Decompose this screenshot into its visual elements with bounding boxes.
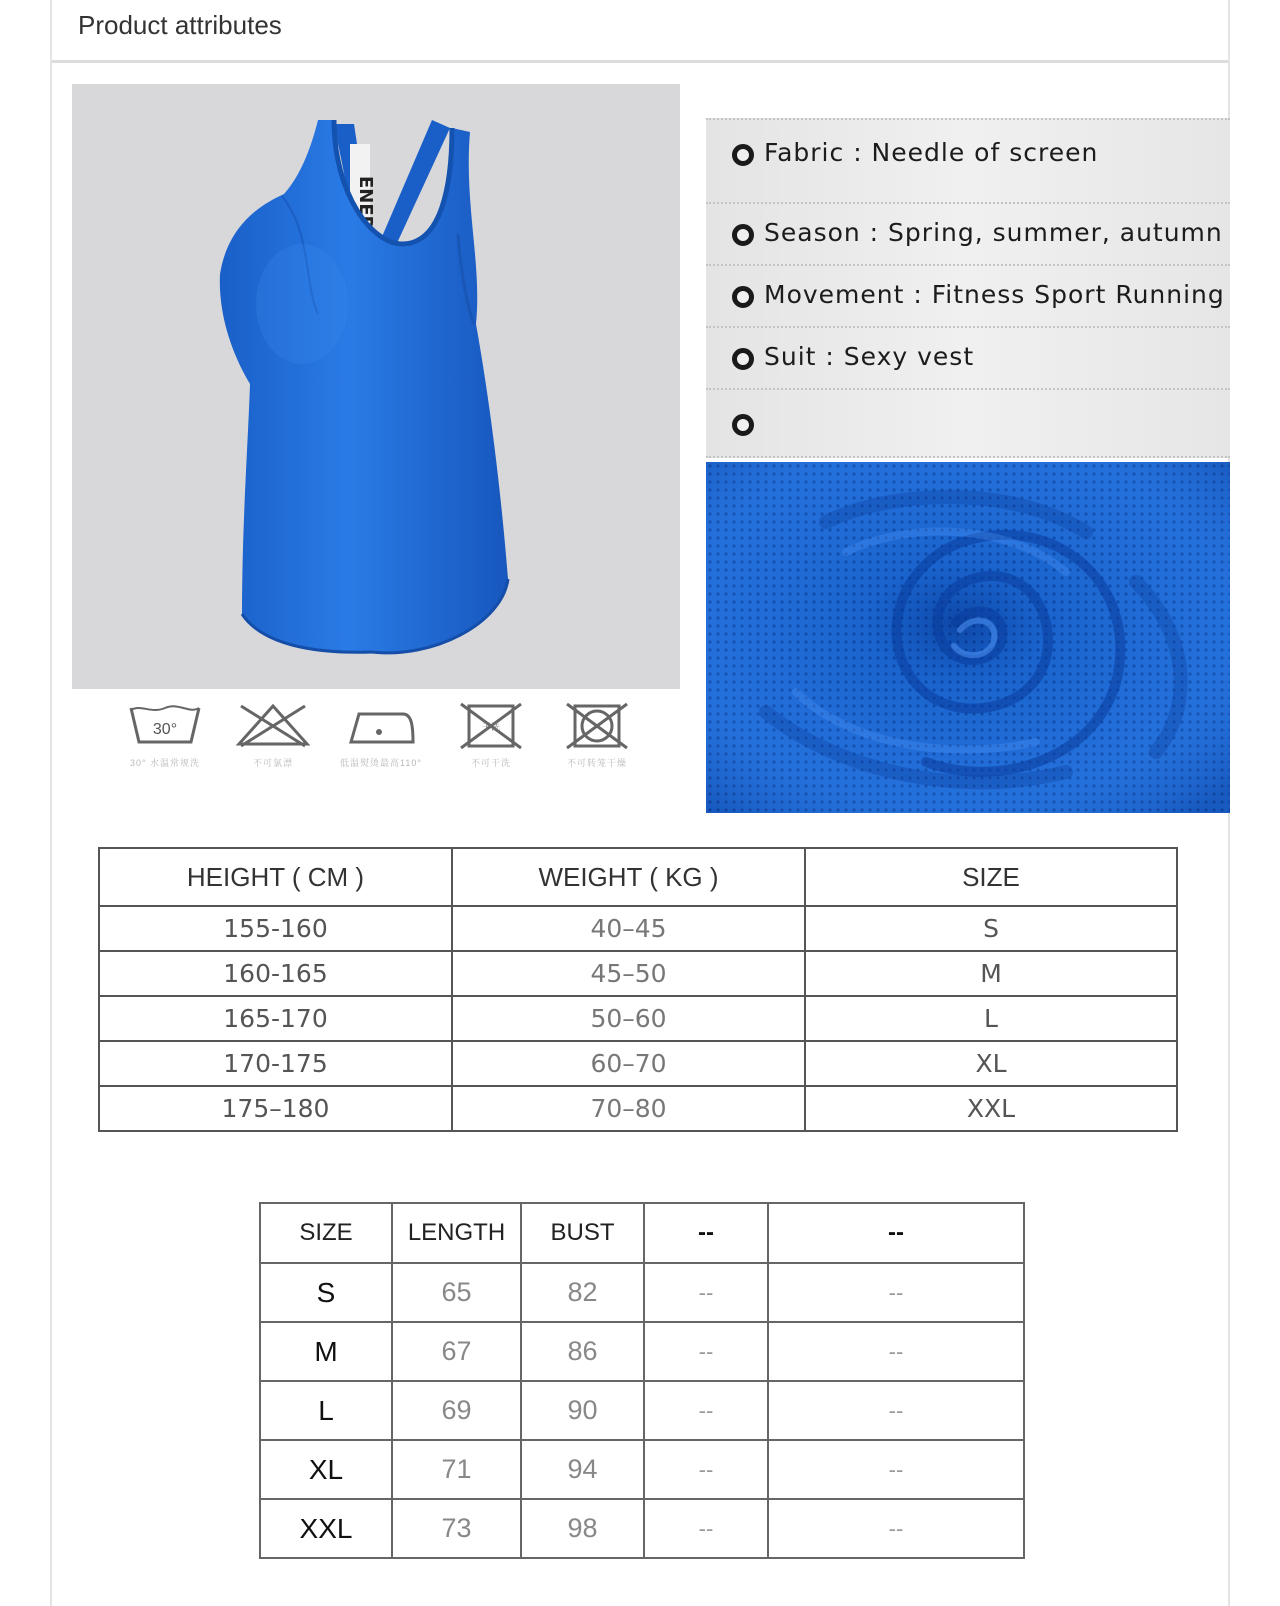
height-cell: 155-160	[99, 906, 452, 951]
attribute-row	[706, 118, 1230, 182]
care-label-wash	[110, 700, 220, 769]
attribute-row	[706, 388, 1230, 458]
table-row	[260, 1499, 1024, 1558]
fabric-closeup-image	[706, 462, 1230, 813]
size-cell: XL	[260, 1440, 392, 1499]
no-dry-clean-icon	[451, 700, 531, 750]
attribute-text: Season : Spring, summer, autumn	[764, 218, 1223, 247]
bullet-icon	[732, 224, 754, 246]
care-caption: 不可转笼干燥	[566, 758, 627, 768]
length-cell: 73	[392, 1499, 521, 1558]
bust-cell: 82	[521, 1263, 644, 1322]
length-cell: 67	[392, 1322, 521, 1381]
bust-cell: 86	[521, 1322, 644, 1381]
no-tumble-dry-icon	[557, 700, 637, 750]
iron-low-icon	[341, 700, 421, 750]
weight-cell: 45–50	[452, 951, 805, 996]
size-cell: L	[805, 996, 1177, 1041]
bullet-icon	[732, 414, 754, 436]
bust-cell: 90	[521, 1381, 644, 1440]
fabric-swirl-illustration	[706, 462, 1230, 813]
header-size: SIZE	[805, 848, 1177, 906]
blank-cell: --	[644, 1499, 768, 1558]
table-header-row	[99, 848, 1177, 906]
size-cell: XXL	[805, 1086, 1177, 1131]
attribute-text: Fabric : Needle of screen	[764, 138, 1099, 167]
length-cell: 69	[392, 1381, 521, 1440]
blank-cell: --	[644, 1263, 768, 1322]
size-cell: S	[805, 906, 1177, 951]
blank-cell: --	[644, 1381, 768, 1440]
blank-cell: --	[768, 1263, 1024, 1322]
bust-cell: 98	[521, 1499, 644, 1558]
care-caption: 不可干洗	[470, 758, 511, 768]
header-blank: --	[644, 1203, 768, 1263]
height-cell: 170-175	[99, 1041, 452, 1086]
bullet-icon	[732, 144, 754, 166]
length-cell: 71	[392, 1440, 521, 1499]
attribute-row	[706, 264, 1230, 326]
care-label-iron	[326, 700, 436, 769]
blank-cell: --	[644, 1440, 768, 1499]
header-blank: --	[768, 1203, 1024, 1263]
blank-cell: --	[768, 1440, 1024, 1499]
care-label-bleach	[218, 700, 328, 769]
header-weight: WEIGHT ( KG )	[452, 848, 805, 906]
care-caption: 不可氯漂	[252, 758, 293, 768]
table-row	[260, 1440, 1024, 1499]
section-header	[52, 0, 1228, 63]
size-cell: XL	[805, 1041, 1177, 1086]
table-row	[260, 1263, 1024, 1322]
weight-cell: 70–80	[452, 1086, 805, 1131]
attribute-row	[706, 326, 1230, 388]
size-chart-table	[98, 847, 1178, 1132]
size-cell: XXL	[260, 1499, 392, 1558]
table-row	[99, 951, 1177, 996]
table-row	[99, 1086, 1177, 1131]
blank-cell: --	[768, 1499, 1024, 1558]
bust-cell: 94	[521, 1440, 644, 1499]
blank-cell: --	[768, 1381, 1024, 1440]
tank-top-illustration	[72, 84, 680, 689]
table-row	[260, 1322, 1024, 1381]
dry-clean-symbol: 干洗	[481, 723, 501, 733]
blank-cell: --	[644, 1322, 768, 1381]
table-row	[99, 996, 1177, 1041]
height-cell: 165-170	[99, 996, 452, 1041]
header-length: LENGTH	[392, 1203, 521, 1263]
attribute-row	[706, 202, 1230, 264]
measurements-table	[259, 1202, 1025, 1559]
bullet-icon	[732, 348, 754, 370]
attributes-panel	[706, 118, 1230, 458]
attribute-text: Suit : Sexy vest	[764, 342, 975, 371]
height-cell: 175–180	[99, 1086, 452, 1131]
header-height: HEIGHT ( CM )	[99, 848, 452, 906]
weight-cell: 40–45	[452, 906, 805, 951]
care-labels	[110, 700, 670, 790]
table-header-row	[260, 1203, 1024, 1263]
size-cell: M	[805, 951, 1177, 996]
no-bleach-icon	[233, 700, 313, 750]
attribute-text: Movement : Fitness Sport Running	[764, 280, 1225, 309]
section-title: Product attributes	[78, 10, 282, 40]
header-size: SIZE	[260, 1203, 392, 1263]
bullet-icon	[732, 286, 754, 308]
length-cell: 65	[392, 1263, 521, 1322]
strap-label: ENER	[355, 176, 376, 230]
weight-cell: 50–60	[452, 996, 805, 1041]
size-cell: L	[260, 1381, 392, 1440]
weight-cell: 60–70	[452, 1041, 805, 1086]
table-row	[99, 906, 1177, 951]
wash-30-icon	[125, 700, 205, 750]
height-cell: 160-165	[99, 951, 452, 996]
blank-cell: --	[768, 1322, 1024, 1381]
care-caption: 低温熨烫最高110°	[340, 758, 422, 768]
size-cell: S	[260, 1263, 392, 1322]
size-cell: M	[260, 1322, 392, 1381]
care-label-dryclean	[436, 700, 546, 769]
table-row	[99, 1041, 1177, 1086]
header-bust: BUST	[521, 1203, 644, 1263]
table-row	[260, 1381, 1024, 1440]
care-caption: 30° 水温常规洗	[129, 758, 201, 768]
wash-temperature: 30°	[152, 721, 178, 738]
product-image	[72, 84, 680, 689]
care-label-tumble	[542, 700, 652, 769]
